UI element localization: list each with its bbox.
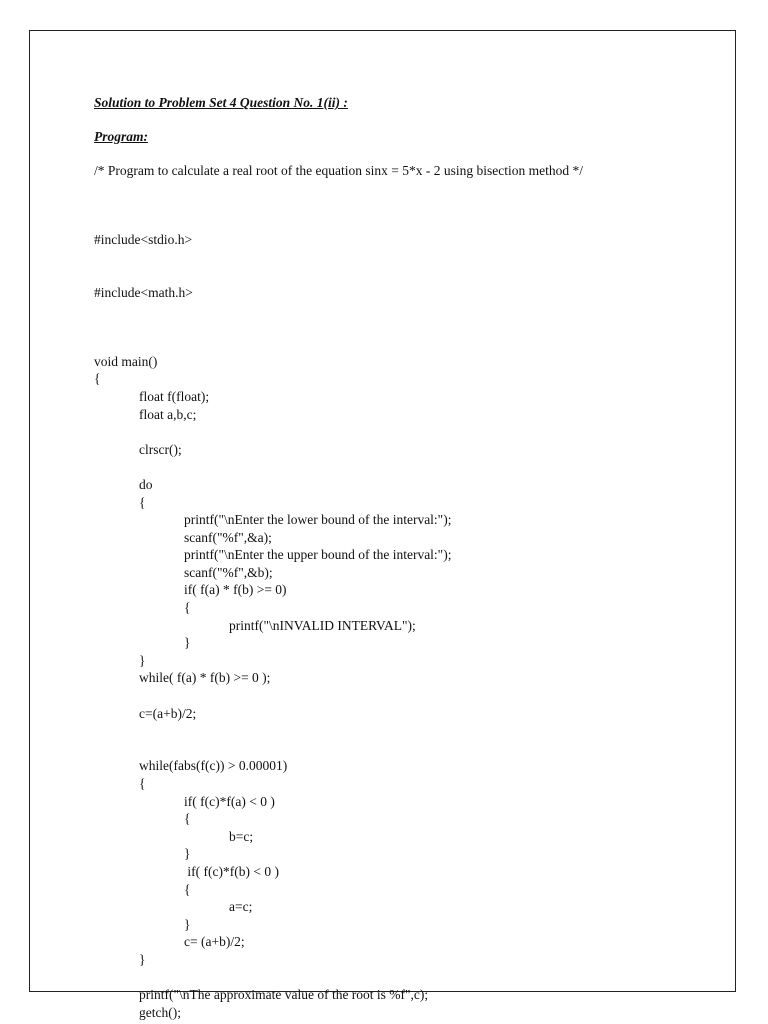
code-line: { bbox=[139, 776, 146, 791]
code-line bbox=[94, 740, 714, 758]
code-line: printf("\nINVALID INTERVAL"); bbox=[229, 617, 416, 633]
code-line: clrscr(); bbox=[139, 441, 182, 457]
code-line: getch(); bbox=[139, 1004, 181, 1020]
program-label: Program: bbox=[94, 129, 148, 144]
code-line: float f(float); bbox=[139, 388, 210, 404]
code-line: } bbox=[184, 916, 191, 932]
code-line: } bbox=[139, 652, 146, 668]
include-block bbox=[94, 196, 714, 337]
program-comment: /* Program to calculate a real root of the equation sinx = 5*x - 2 using bisection method */ bbox=[94, 163, 583, 178]
code-line: { bbox=[184, 600, 191, 616]
code-line: b=c; bbox=[229, 828, 254, 844]
code-line: if( f(c)*f(b) < 0 ) bbox=[184, 863, 279, 879]
code-line: { bbox=[184, 881, 191, 897]
include-line: #include<stdio.h> bbox=[94, 232, 193, 248]
code-line: c= (a+b)/2; bbox=[184, 934, 245, 950]
code-line: do bbox=[139, 476, 153, 492]
code-line: a=c; bbox=[229, 899, 253, 915]
code-line: if( f(c)*f(a) < 0 ) bbox=[184, 793, 275, 809]
code-line: void main() bbox=[94, 353, 158, 369]
code-line bbox=[94, 722, 714, 740]
code-line: printf("\nEnter the upper bound of the interval:"); bbox=[184, 547, 452, 563]
code-line: while(fabs(f(c)) > 0.00001) bbox=[139, 758, 288, 774]
include-line: #include<math.h> bbox=[94, 284, 193, 300]
code-line: scanf("%f",&a); bbox=[184, 529, 272, 545]
code-line: while( f(a) * f(b) >= 0 ); bbox=[139, 670, 271, 686]
code-line: } bbox=[184, 846, 191, 862]
code-line bbox=[94, 969, 714, 987]
code-line bbox=[94, 687, 714, 705]
code-line: scanf("%f",&b); bbox=[184, 564, 273, 580]
code-line: { bbox=[94, 371, 101, 387]
code-line bbox=[94, 423, 714, 441]
code-line: } bbox=[184, 635, 191, 651]
code-line: float a,b,c; bbox=[139, 406, 197, 422]
code-line bbox=[94, 458, 714, 476]
document-content bbox=[94, 94, 714, 1021]
code-line: } bbox=[139, 951, 146, 967]
code-line: printf("\nThe approximate value of the root is %f",c); bbox=[139, 987, 429, 1003]
code-line: printf("\nEnter the lower bound of the interval:"); bbox=[184, 512, 452, 528]
document-title: Solution to Problem Set 4 Question No. 1(ii) : bbox=[94, 95, 348, 110]
code-block bbox=[94, 353, 714, 1022]
code-line: { bbox=[184, 811, 191, 827]
code-line: if( f(a) * f(b) >= 0) bbox=[184, 582, 287, 598]
code-line: c=(a+b)/2; bbox=[139, 705, 197, 721]
code-line: { bbox=[139, 494, 146, 510]
